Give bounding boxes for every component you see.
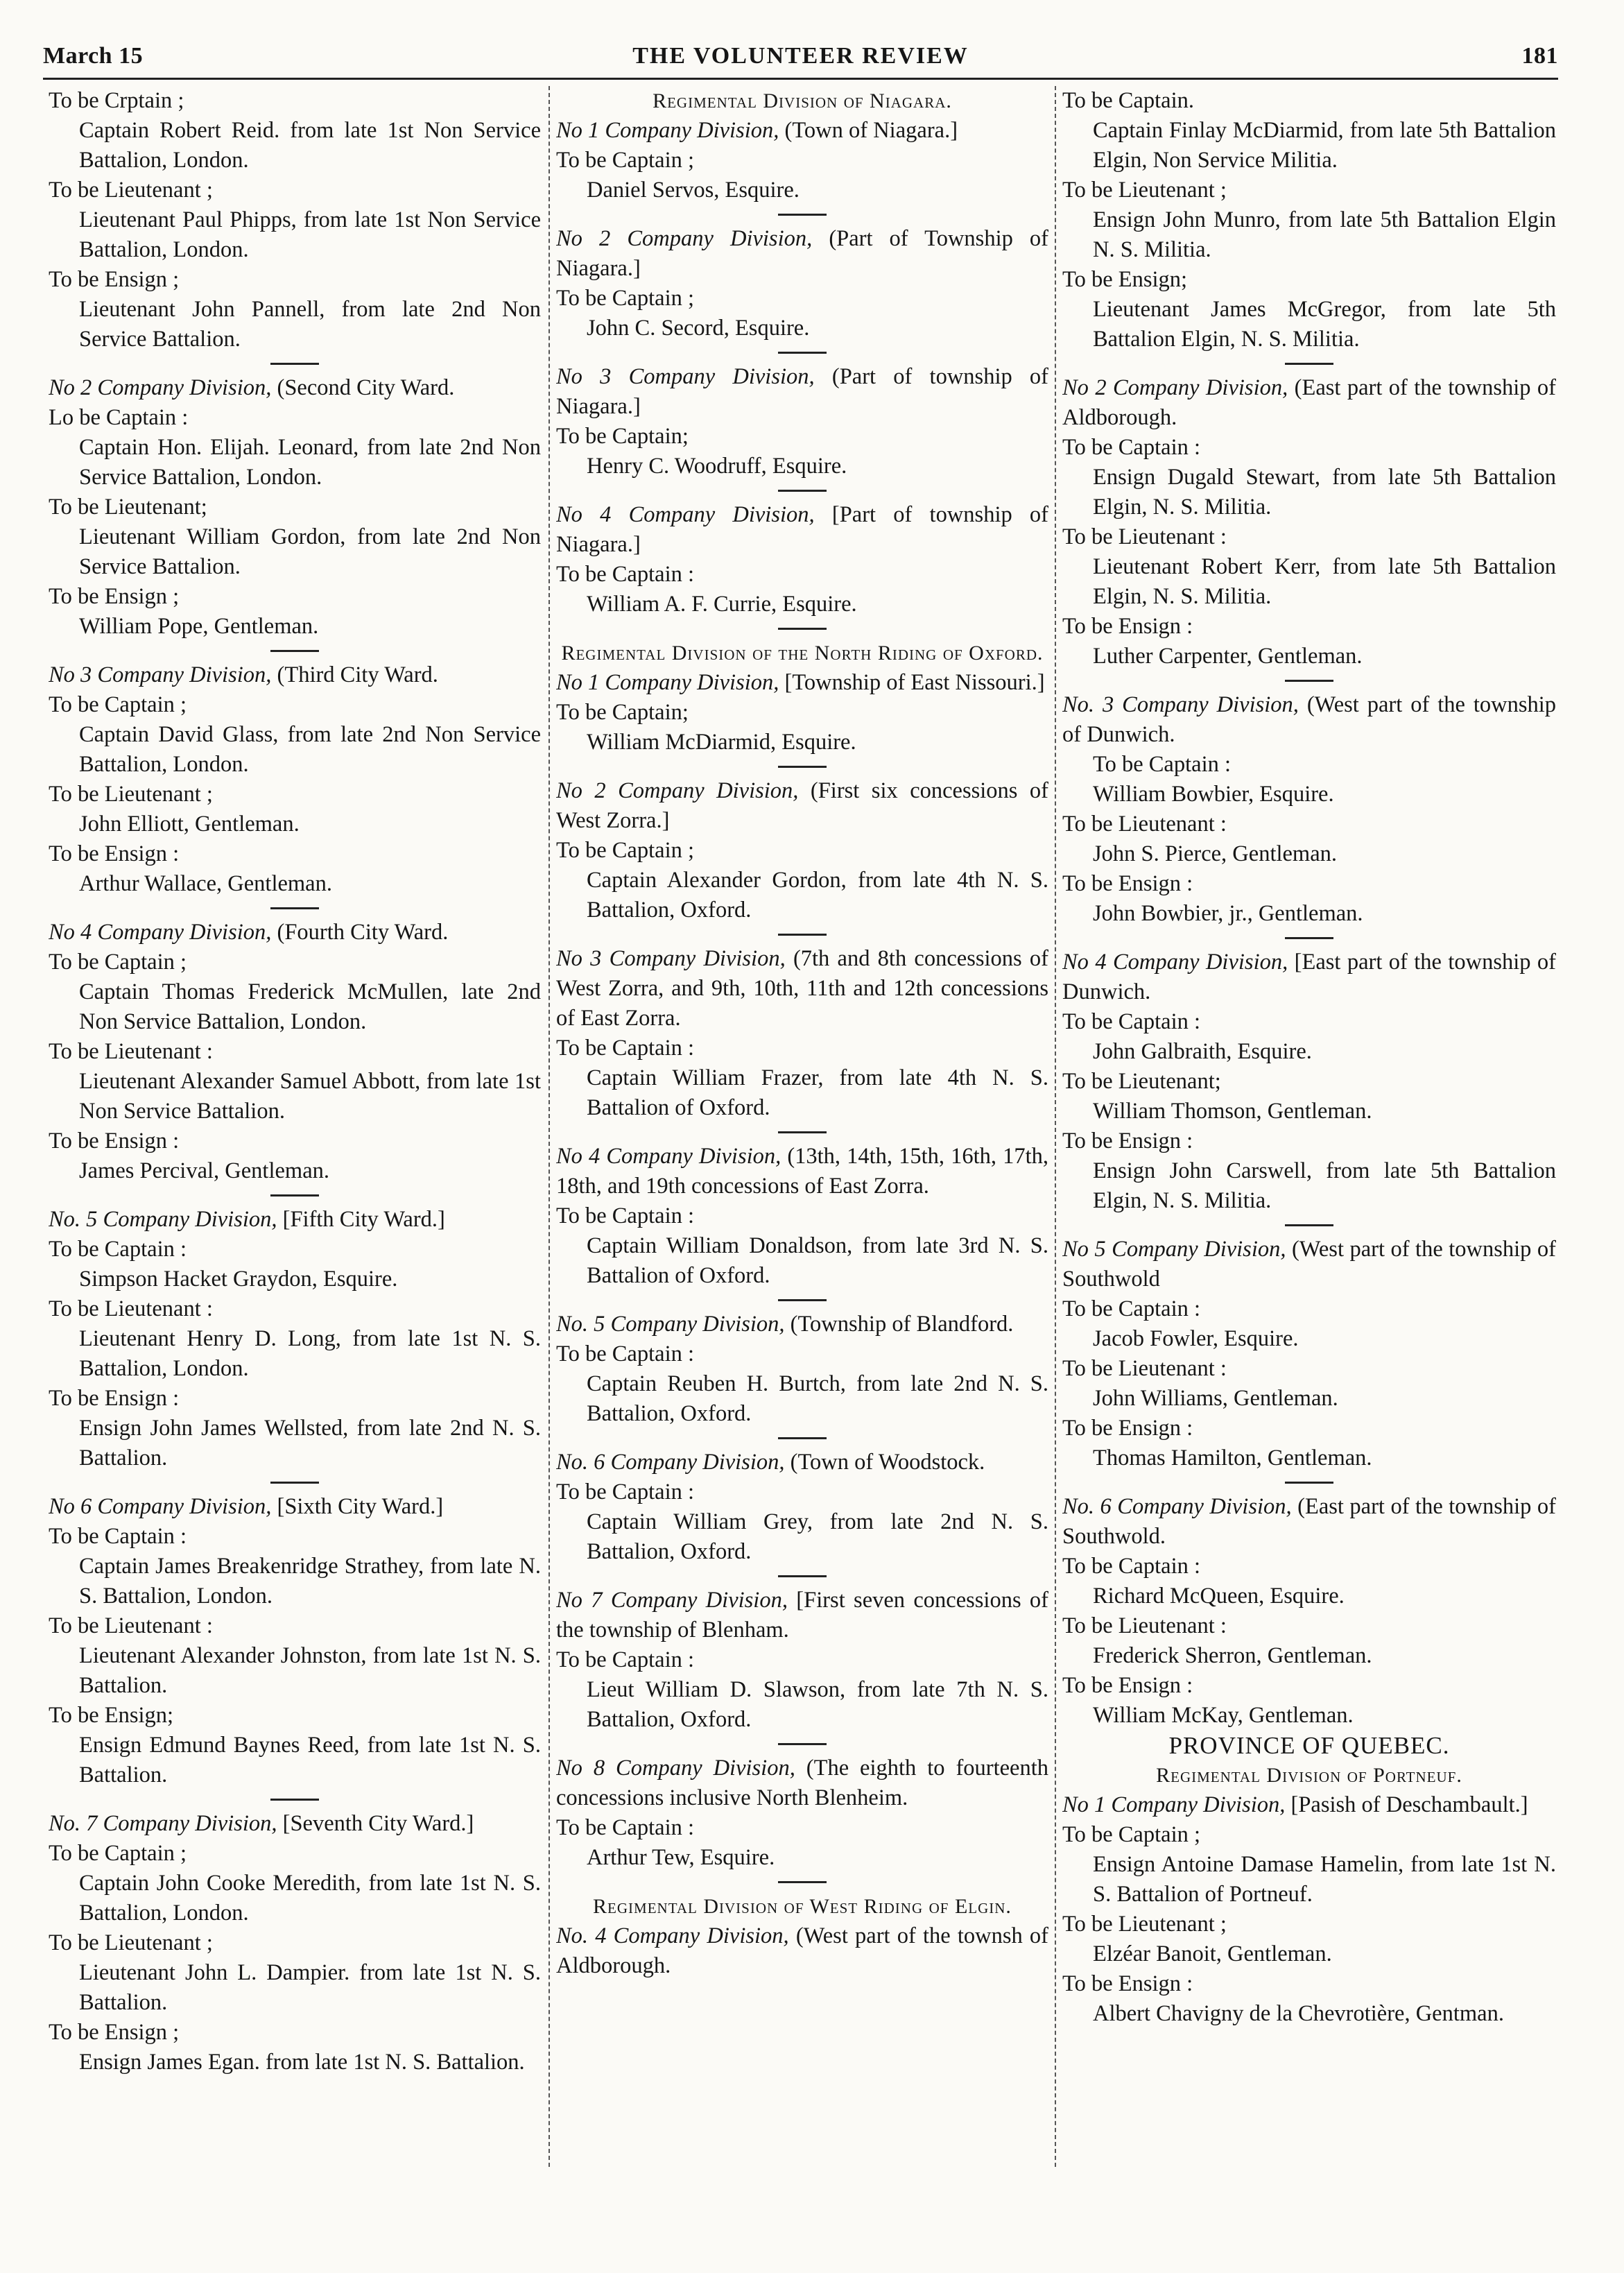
division-description: (West part of the townsh of Aldborough. (556, 1923, 1048, 1978)
appointee-entry: Ensign Dugald Stewart, from late 5th Battalion Elgin, N. S. Militia. (1093, 465, 1556, 520)
appointee-entry: Daniel Servos, Esquire. (587, 178, 800, 203)
page-header (43, 36, 1558, 80)
division-description: (East part of the township of Aldborough. (1062, 375, 1556, 430)
division-description: (13th, 14th, 15th, 16th, 17th, 18th, and 19th concessions of East Zorra. (556, 1144, 1048, 1199)
division-description: [East part of the township of Dunwich. (1062, 950, 1556, 1004)
section-rule (778, 1299, 827, 1301)
appointment-rank: To be Lieutenant ; (1062, 1912, 1227, 1937)
appointment-rank: To be Captain : (556, 1647, 694, 1672)
header-title: THE VOLUNTEER REVIEW (632, 43, 969, 69)
division-name: No 3 Company Division, (49, 662, 272, 687)
company-division-heading (49, 660, 541, 690)
appointment-rank: To be Lieutenant : (49, 1613, 213, 1638)
section-rule (778, 490, 827, 492)
section-rule (778, 214, 827, 216)
section-rule (1285, 680, 1333, 682)
division-name: No 2 Company Division, (1062, 375, 1288, 400)
regimental-division-heading: Regimental Division of the North Riding of Oxford. (561, 642, 1044, 664)
appointment-rank: To be Lieutenant : (49, 1296, 213, 1321)
appointment-rank: To be Ensign : (1062, 1416, 1193, 1441)
division-name: No 5 Company Division, (1062, 1237, 1286, 1262)
section-rule (270, 1482, 319, 1484)
text-column-1 (49, 86, 541, 2202)
section-rule (270, 907, 319, 909)
appointment-rank: To be Captain : (49, 1237, 187, 1262)
column-divider (548, 86, 550, 2167)
section-rule (778, 1131, 827, 1133)
company-division-heading (556, 1586, 1048, 1645)
appointee-entry: Captain Alexander Gordon, from late 4th N. S. Battalion, Oxford. (587, 868, 1048, 923)
company-division-heading (49, 373, 541, 403)
division-description: (West part of the township of Southwold (1062, 1237, 1556, 1292)
appointment-rank: To be Lieutenant : (1062, 1356, 1227, 1381)
appointment-rank: To be Ensign ; (49, 267, 180, 292)
province-heading: PROVINCE OF QUEBEC. (1168, 1732, 1450, 1759)
division-description: (Township of Blandford. (790, 1312, 1014, 1337)
division-description: (Second City Ward. (277, 375, 455, 400)
appointment-rank: To be Captain : (556, 562, 694, 587)
appointee-entry: To be Captain : (1093, 752, 1231, 777)
division-description: [Pasish of Deschambault.] (1290, 1792, 1528, 1817)
appointee-entry: William McKay, Gentleman. (1093, 1703, 1354, 1728)
section-rule (778, 1743, 827, 1745)
section-rule (778, 1881, 827, 1883)
section-rule (270, 363, 319, 365)
division-description: [Sixth City Ward.] (277, 1494, 444, 1519)
appointment-rank: To be Captain; (556, 700, 689, 725)
section-rule (778, 934, 827, 936)
appointment-rank: To be Captain : (1062, 1009, 1200, 1034)
regimental-division-heading: Regimental Division of Portneuf. (1156, 1764, 1462, 1787)
appointee-entry: Captain Thomas Frederick McMullen, late 2nd Non Service Battalion, London. (79, 979, 541, 1034)
division-name: No 3 Company Division, (556, 364, 815, 389)
appointment-rank: To be Lieutenant ; (49, 178, 213, 203)
appointment-rank: To be Captain : (1062, 435, 1200, 460)
appointee-entry: Lieutenant James McGregor, from late 5th Battalion Elgin, N. S. Militia. (1093, 297, 1556, 352)
division-description: (The eighth to fourteenth concessions inclusive North Blenheim. (556, 1756, 1048, 1810)
appointee-entry: John Galbraith, Esquire. (1093, 1039, 1312, 1064)
section-rule (778, 766, 827, 768)
section-rule (1285, 1224, 1333, 1226)
division-description: (West part of the township of Dunwich. (1062, 692, 1556, 747)
appointee-entry: Captain Reuben H. Burtch, from late 2nd N. S. Battalion, Oxford. (587, 1371, 1048, 1426)
appointee-entry: Henry C. Woodruff, Esquire. (587, 454, 847, 479)
appointment-rank: To be Lieutenant; (49, 495, 207, 520)
company-division-heading (556, 224, 1048, 284)
appointment-rank: To be Ensign : (1062, 614, 1193, 639)
appointee-entry: Simpson Hacket Graydon, Esquire. (79, 1267, 398, 1292)
appointment-rank: To be Ensign : (1062, 871, 1193, 896)
company-division-heading (556, 362, 1048, 422)
appointee-entry: Arthur Wallace, Gentleman. (79, 871, 332, 896)
appointee-entry: James Percival, Gentleman. (79, 1158, 329, 1183)
appointment-rank: To be Ensign : (1062, 1129, 1193, 1153)
division-name: No 2 Company Division, (556, 226, 813, 251)
appointment-rank: To be Lieutenant; (1062, 1069, 1221, 1094)
appointment-rank: To be Lieutenant ; (49, 1930, 213, 1955)
appointee-entry: Captain Robert Reid. from late 1st Non Service Battalion, London. (79, 118, 541, 173)
company-division-heading (556, 116, 1048, 146)
appointee-entry: Ensign Edmund Baynes Reed, from late 1st N. S. Battalion. (79, 1733, 541, 1787)
appointee-entry: Ensign John Munro, from late 5th Battalion Elgin N. S. Militia. (1093, 207, 1556, 262)
appointee-entry: Captain James Breakenridge Strathey, from late N. S. Battalion, London. (79, 1554, 541, 1609)
appointment-rank: To be Captain. (1062, 88, 1194, 113)
appointment-rank: To be Lieutenant ; (49, 782, 213, 807)
section-rule (778, 1575, 827, 1577)
appointee-entry: Jacob Fowler, Esquire. (1093, 1326, 1299, 1351)
appointment-rank: To be Ensign : (49, 841, 180, 866)
appointment-rank: To be Ensign : (1062, 1971, 1193, 1996)
company-division-heading (1062, 690, 1556, 750)
division-description: [Township of East Nissouri.] (784, 670, 1045, 695)
appointee-entry: John Williams, Gentleman. (1093, 1386, 1338, 1411)
appointment-rank: To be Lieutenant ; (1062, 178, 1227, 203)
division-description: (Part of township of Niagara.] (556, 364, 1048, 419)
division-name: No 2 Company Division, (49, 375, 272, 400)
appointee-entry: Luther Carpenter, Gentleman. (1093, 644, 1363, 669)
section-rule (1285, 937, 1333, 939)
appointment-rank: To be Ensign ; (49, 2020, 180, 2045)
appointee-entry: Captain Hon. Elijah. Leonard, from late 2nd Non Service Battalion, London. (79, 435, 541, 490)
appointee-entry: Lieutenant Henry D. Long, from late 1st N. S. Battalion, London. (79, 1326, 541, 1381)
appointee-entry: Captain William Grey, from late 2nd N. S. Battalion, Oxford. (587, 1509, 1048, 1564)
division-name: No 4 Company Division, (556, 1144, 781, 1169)
appointment-rank: To be Captain ; (556, 838, 694, 863)
appointee-entry: John C. Secord, Esquire. (587, 316, 810, 341)
division-description: (Town of Woodstock. (790, 1450, 985, 1475)
column-divider (1055, 86, 1056, 2167)
division-name: No. 6 Company Division, (556, 1450, 785, 1475)
section-rule (270, 1799, 319, 1801)
appointee-entry: William Thomson, Gentleman. (1093, 1099, 1372, 1124)
company-division-heading (556, 1921, 1048, 1981)
appointee-entry: William McDiarmid, Esquire. (587, 730, 856, 755)
appointment-rank: To be Ensign : (1062, 1673, 1193, 1698)
division-name: No 1 Company Division, (1062, 1792, 1286, 1817)
division-name: No. 3 Company Division, (1062, 692, 1299, 717)
appointment-rank: To be Lieutenant : (1062, 1613, 1227, 1638)
appointment-rank: To be Lieutenant : (49, 1039, 213, 1064)
appointment-rank: To be Captain; (556, 424, 689, 449)
division-description: [Seventh City Ward.] (282, 1811, 474, 1836)
division-name: No 2 Company Division, (556, 778, 799, 803)
division-description: (Fourth City Ward. (277, 920, 449, 945)
appointment-rank: To be Captain ; (556, 286, 694, 311)
company-division-heading (49, 1205, 541, 1235)
division-description: (7th and 8th concessions of West Zorra, and 9th, 10th, 11th and 12th concessions of East Zorra. (556, 946, 1048, 1031)
company-division-heading (49, 918, 541, 947)
appointee-entry: Lieut William D. Slawson, from late 7th N. S. Battalion, Oxford. (587, 1677, 1048, 1732)
appointee-entry: John S. Pierce, Gentleman. (1093, 841, 1338, 866)
appointee-entry: John Elliott, Gentleman. (79, 812, 300, 837)
division-name: No 8 Company Division, (556, 1756, 795, 1781)
division-name: No. 7 Company Division, (49, 1811, 277, 1836)
appointment-rank: To be Captain ; (556, 148, 694, 173)
appointee-entry: William Bowbier, Esquire. (1093, 782, 1334, 807)
division-description: (Town of Niagara.] (784, 118, 958, 143)
appointment-rank: To be Ensign; (1062, 267, 1188, 292)
appointee-entry: Arthur Tew, Esquire. (587, 1845, 775, 1870)
company-division-heading (556, 1448, 1048, 1477)
company-division-heading (556, 668, 1048, 698)
section-rule (1285, 363, 1333, 365)
appointee-entry: Lieutenant Alexander Johnston, from late 1st N. S. Battalion. (79, 1643, 541, 1698)
company-division-heading (1062, 1492, 1556, 1552)
appointment-rank: To be Captain : (1062, 1554, 1200, 1579)
division-description: [Fifth City Ward.] (282, 1207, 445, 1232)
division-name: No. 6 Company Division, (1062, 1494, 1292, 1519)
appointment-rank: To be Ensign : (49, 1129, 180, 1153)
company-division-heading (556, 1142, 1048, 1201)
appointee-entry: Captain David Glass, from late 2nd Non Service Battalion, London. (79, 722, 541, 777)
appointment-rank: To be Captain : (556, 1815, 694, 1840)
appointee-entry: William A. F. Currie, Esquire. (587, 592, 857, 617)
company-division-heading (49, 1809, 541, 1839)
company-division-heading (556, 1753, 1048, 1813)
company-division-heading (1062, 947, 1556, 1007)
division-name: No 4 Company Division, (49, 920, 272, 945)
appointment-rank: To be Ensign ; (49, 584, 180, 609)
section-rule (778, 352, 827, 354)
division-description: [First seven concessions of the township of Blenham. (556, 1588, 1048, 1642)
division-name: No 4 Company Division, (1062, 950, 1288, 975)
appointee-entry: Captain William Frazer, from late 4th N. S. Battalion of Oxford. (587, 1065, 1048, 1120)
text-column-2 (556, 86, 1048, 2202)
company-division-heading (1062, 1235, 1556, 1294)
division-name: No 4 Company Division, (556, 502, 815, 527)
appointment-rank: To be Lieutenant : (1062, 524, 1227, 549)
appointee-entry: Ensign John James Wellsted, from late 2nd N. S. Battalion. (79, 1416, 541, 1470)
appointee-entry: Ensign John Carswell, from late 5th Battalion Elgin, N. S. Militia. (1093, 1158, 1556, 1213)
appointment-rank: To be Captain ; (49, 1841, 187, 1866)
appointment-rank: To be Captain ; (1062, 1822, 1200, 1847)
division-name: No 7 Company Division, (556, 1588, 788, 1613)
appointment-rank: To be Captain : (1062, 1296, 1200, 1321)
appointee-entry: Lieutenant John L. Dampier. from late 1st N. S. Battalion. (79, 1960, 541, 2015)
company-division-heading (1062, 1790, 1556, 1820)
division-name: No 6 Company Division, (49, 1494, 272, 1519)
appointee-entry: Richard McQueen, Esquire. (1093, 1584, 1345, 1609)
appointee-entry: Thomas Hamilton, Gentleman. (1093, 1446, 1372, 1470)
division-description: (East part of the township of Southwold. (1062, 1494, 1556, 1549)
division-name: No. 4 Company Division, (556, 1923, 789, 1948)
header-date: March 15 (43, 43, 144, 69)
division-name: No 3 Company Division, (556, 946, 786, 971)
section-rule (270, 650, 319, 652)
appointment-rank: To be Captain : (556, 1036, 694, 1061)
appointee-entry: William Pope, Gentleman. (79, 614, 319, 639)
company-division-heading (556, 776, 1048, 836)
division-description: (Third City Ward. (277, 662, 438, 687)
header-page-number: 181 (1521, 43, 1558, 69)
appointment-rank: To be Captain : (49, 1524, 187, 1549)
appointee-entry: Captain John Cooke Meredith, from late 1st N. S. Battalion, London. (79, 1871, 541, 1925)
appointee-entry: Lieutenant William Gordon, from late 2nd Non Service Battalion. (79, 524, 541, 579)
section-rule (270, 1194, 319, 1196)
appointment-rank: To be Captain : (556, 1341, 694, 1366)
regimental-division-heading: Regimental Division of Niagara. (653, 89, 952, 112)
appointment-rank: To be Lieutenant : (1062, 812, 1227, 837)
appointment-rank: Lo be Captain : (49, 405, 189, 430)
division-name: No 1 Company Division, (556, 670, 779, 695)
appointee-entry: Frederick Sherron, Gentleman. (1093, 1643, 1372, 1668)
appointee-entry: Lieutenant John Pannell, from late 2nd Non Service Battalion. (79, 297, 541, 352)
division-description: [Part of township of Niagara.] (556, 502, 1048, 557)
section-rule (778, 628, 827, 630)
company-division-heading (556, 1310, 1048, 1339)
appointment-rank: To be Ensign : (49, 1386, 180, 1411)
appointment-rank: To be Crptain ; (49, 88, 184, 113)
company-division-heading (556, 944, 1048, 1033)
appointee-entry: Captain Finlay McDiarmid, from late 5th Battalion Elgin, Non Service Militia. (1093, 118, 1556, 173)
company-division-heading (49, 1492, 541, 1522)
text-column-3 (1062, 86, 1556, 2202)
company-division-heading (1062, 373, 1556, 433)
appointee-entry: John Bowbier, jr., Gentleman. (1093, 901, 1363, 926)
company-division-heading (556, 500, 1048, 560)
division-description: (First six concessions of West Zorra.] (556, 778, 1048, 833)
appointee-entry: Lieutenant Robert Kerr, from late 5th Battalion Elgin, N. S. Militia. (1093, 554, 1556, 609)
appointment-rank: To be Captain ; (49, 692, 187, 717)
section-rule (1285, 1482, 1333, 1484)
division-name: No 1 Company Division, (556, 118, 779, 143)
appointee-entry: Captain William Donaldson, from late 3rd N. S. Battalion of Oxford. (587, 1233, 1048, 1288)
appointment-rank: To be Ensign; (49, 1703, 174, 1728)
division-name: No. 5 Company Division, (556, 1312, 785, 1337)
appointee-entry: Albert Chavigny de la Chevrotière, Gentman. (1093, 2001, 1504, 2026)
section-rule (778, 1437, 827, 1439)
appointee-entry: Lieutenant Alexander Samuel Abbott, from late 1st Non Service Battalion. (79, 1069, 541, 1124)
appointee-entry: Elzéar Banoit, Gentleman. (1093, 1941, 1332, 1966)
regimental-division-heading: Regimental Division of West Riding of Elgin. (593, 1895, 1012, 1918)
appointment-rank: To be Captain : (556, 1203, 694, 1228)
appointment-rank: To be Captain ; (49, 950, 187, 975)
division-description: (Part of Township of Niagara.] (556, 226, 1048, 281)
appointee-entry: Ensign Antoine Damase Hamelin, from late 1st N. S. Battalion of Portneuf. (1093, 1852, 1556, 1907)
appointee-entry: Lieutenant Paul Phipps, from late 1st Non Service Battalion, London. (79, 207, 541, 262)
appointee-entry: Ensign James Egan. from late 1st N. S. Battalion. (79, 2050, 525, 2075)
appointment-rank: To be Captain : (556, 1479, 694, 1504)
division-name: No. 5 Company Division, (49, 1207, 277, 1232)
